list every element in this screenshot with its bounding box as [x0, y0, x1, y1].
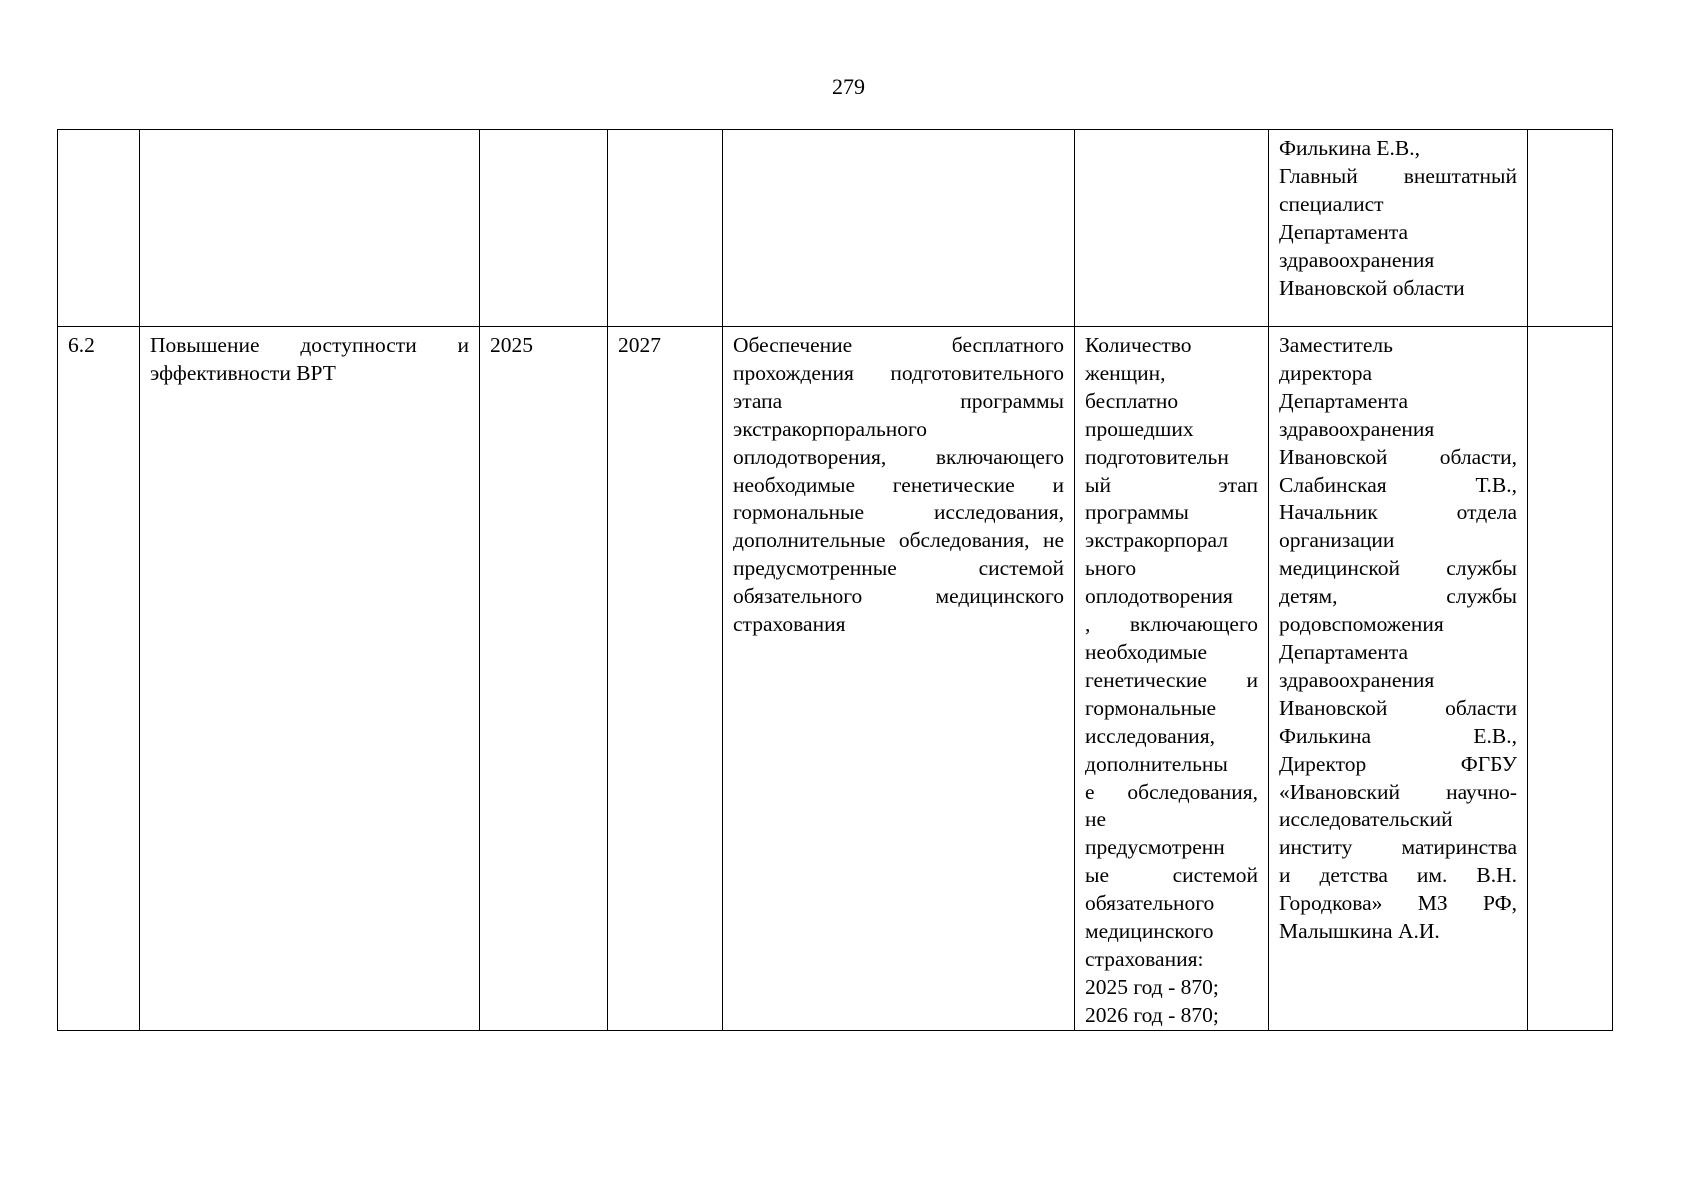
cell-responsible	[1269, 327, 1528, 1031]
cell-text-line: ый этап	[1085, 472, 1258, 497]
cell-text-line: и детства им. В.Н.	[1279, 863, 1517, 888]
measures-table	[57, 129, 1613, 1031]
cell-text-line: Филькина Е.В.,	[1279, 723, 1517, 748]
cell-text-line: исследования,	[1085, 723, 1215, 748]
cell-text-line: Департамента	[1279, 219, 1409, 244]
cell-text-line: необходимые	[1085, 639, 1208, 664]
cell-note	[1528, 327, 1613, 1031]
cell-text-line: директора	[1279, 360, 1373, 385]
cell-text-line: Филькина Е.В.,	[1279, 136, 1420, 160]
cell-end-year: 2027	[608, 327, 723, 1031]
cell-text-line: исследовательский	[1279, 807, 1453, 832]
cell-start-year: 2025	[480, 327, 608, 1031]
table-row-continuation	[58, 130, 1613, 327]
cell-text-line: Ивановской области,	[1279, 444, 1517, 469]
cell-text-line: здравоохранения	[1279, 667, 1435, 692]
cell-text-line: медицинского	[1085, 919, 1214, 944]
cell-text-line: не	[1085, 807, 1107, 832]
cell-start-year	[480, 130, 608, 327]
cell-text-line: здравоохранения	[1279, 247, 1435, 272]
cell-text-line: Ивановской области	[1279, 695, 1517, 720]
cell-text-line: генетические и	[1085, 667, 1258, 692]
cell-end-year	[608, 130, 723, 327]
cell-text-line: Департамента	[1279, 639, 1409, 664]
cell-text-line: Начальник отдела	[1279, 500, 1517, 525]
table-row-6-2	[58, 327, 1613, 1031]
cell-text-line: е обследования,	[1085, 779, 1258, 804]
cell-description	[723, 130, 1075, 327]
cell-text-line: 2026 год - 870;	[1085, 1002, 1219, 1027]
cell-text-line: Ивановской области	[1279, 275, 1465, 300]
cell-indicator	[1075, 130, 1269, 327]
cell-text-line: дополнительны	[1085, 751, 1228, 776]
cell-text-line: Главный внештатный	[1279, 163, 1517, 188]
cell-text-line: специалист	[1279, 191, 1384, 216]
cell-responsible	[1269, 130, 1528, 327]
cell-text-line: институ матиринства	[1279, 835, 1517, 860]
cell-name: Повышение доступности и эффективности ВРТ	[140, 327, 480, 1031]
cell-text-line: Малышкина А.И.	[1279, 919, 1440, 944]
cell-text-line: организации	[1279, 528, 1395, 553]
cell-number: 6.2	[58, 327, 140, 1031]
cell-text-line: гормональные	[1085, 695, 1217, 720]
cell-text-line: прошедших	[1085, 416, 1194, 441]
cell-text-line: медицинской службы	[1279, 556, 1517, 581]
cell-text-line: обязательного	[1085, 891, 1215, 916]
cell-text-line: детям, службы	[1279, 584, 1517, 609]
cell-text-line: программы	[1085, 500, 1189, 525]
cell-text-line: «Ивановский научно-	[1279, 779, 1517, 804]
cell-text-line: здравоохранения	[1279, 416, 1435, 441]
cell-description: Обеспечение бесплатного прохождения подготовительного этапа программы экстракорпорального оплодотворения, включающего необходимые генетические и гормональные исследования, дополнительные обследования, не предусмотренные системой обязательного медицинского страхования	[723, 327, 1075, 1031]
cell-name	[140, 130, 480, 327]
cell-text-line: женщин,	[1085, 360, 1166, 385]
page-number: 279	[832, 74, 865, 99]
cell-text-line: экстракорпорал	[1085, 528, 1228, 553]
cell-text-line: 2025 год - 870;	[1085, 974, 1219, 999]
cell-text-line: Заместитель	[1279, 333, 1393, 357]
cell-text-line: бесплатно	[1085, 388, 1179, 413]
cell-text-line: Количество	[1085, 333, 1192, 357]
cell-text-line: оплодотворения	[1085, 584, 1233, 609]
cell-text-line: родовспоможения	[1279, 612, 1444, 637]
cell-number	[58, 130, 140, 327]
cell-text-line: ые системой	[1085, 863, 1258, 888]
cell-text-line: страхования:	[1085, 946, 1204, 971]
cell-text-line: Слабинская Т.В.,	[1279, 472, 1517, 497]
cell-text-line: Городкова» МЗ РФ,	[1279, 891, 1517, 916]
cell-text-line: предусмотренн	[1085, 835, 1225, 860]
cell-text-line: Департамента	[1279, 388, 1409, 413]
cell-note	[1528, 130, 1613, 327]
cell-text-line: ьного	[1085, 556, 1137, 581]
cell-text-line: подготовительн	[1085, 444, 1229, 469]
cell-indicator	[1075, 327, 1269, 1031]
cell-text-line: , включающего	[1085, 612, 1258, 637]
cell-text-line: Директор ФГБУ	[1279, 751, 1517, 776]
